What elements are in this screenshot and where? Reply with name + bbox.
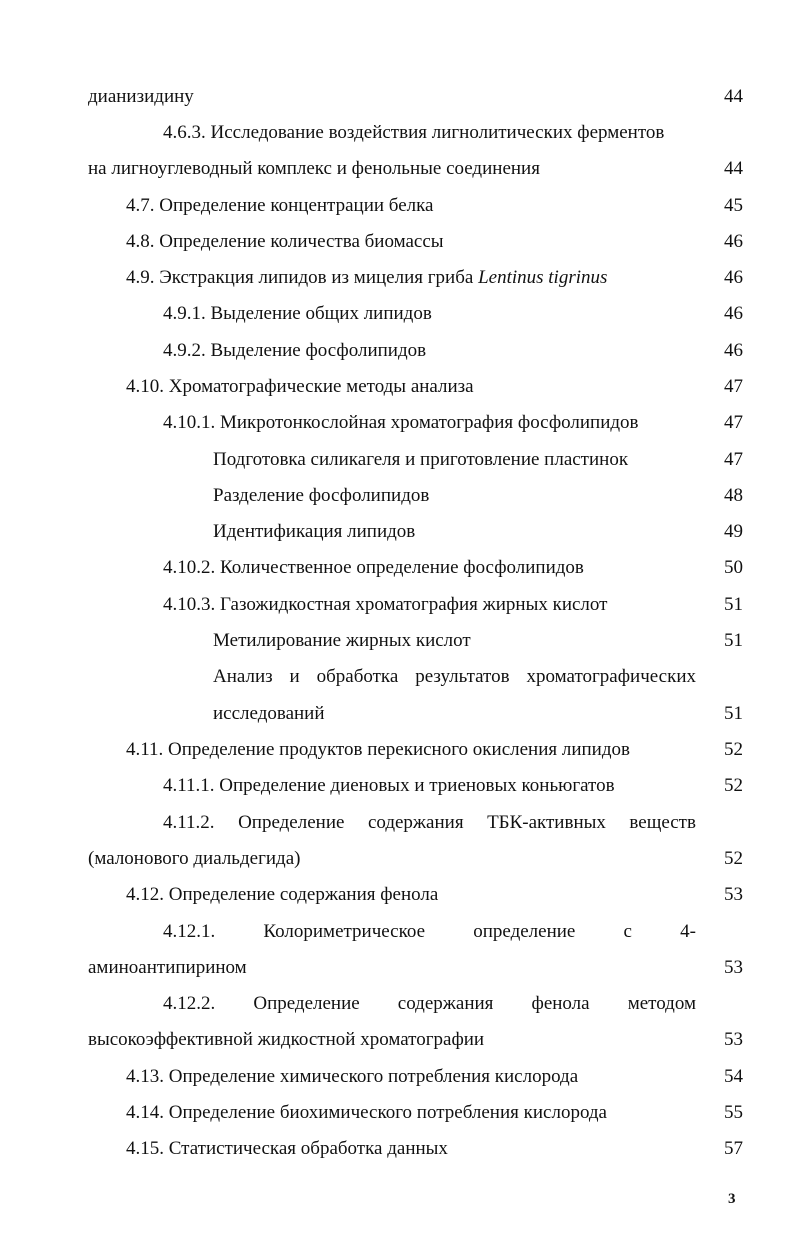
toc-word: Колориметрическое (263, 921, 426, 942)
toc-entry-text: 4.12. Определение содержания фенола (126, 884, 439, 905)
toc-entry-text: 4.14. Определение биохимического потребления кислорода (126, 1102, 607, 1123)
page-number: 3 (728, 1191, 736, 1207)
toc-entry-page: 52 (724, 739, 743, 760)
toc-entry-text: Подготовка силикагеля и приготовление пластинок (213, 449, 629, 470)
toc-entry-page: 50 (724, 557, 743, 578)
toc-entry-page: 57 (724, 1138, 743, 1159)
toc-entry-page: 47 (724, 449, 743, 470)
toc-entry-justified (213, 666, 696, 688)
toc-entry-page: 53 (724, 957, 743, 978)
toc-entry-text: Разделение фосфолипидов (213, 485, 430, 506)
toc-entry-text: 4.7. Определение концентрации белка (126, 195, 434, 216)
toc-word: содержания (397, 993, 494, 1014)
toc-word: Определение (253, 993, 360, 1014)
toc-entry-justified (163, 921, 696, 943)
toc-word: Анализ (213, 666, 273, 687)
toc-entry-text: 4.9. Экстракция липидов из мицелия гриба (126, 267, 479, 288)
toc-word: определение (473, 921, 576, 942)
toc-word: содержания (367, 812, 464, 833)
toc-entry-text: 4.13. Определение химического потребления кислорода (126, 1066, 579, 1087)
toc-entry-page: 54 (724, 1066, 743, 1087)
toc-entry-page: 47 (724, 376, 743, 397)
toc-word: веществ (629, 812, 696, 833)
toc-word: методом (627, 993, 696, 1014)
toc-word: Определение (238, 812, 345, 833)
toc-word: 4.11.2. (163, 812, 215, 833)
toc-word: 4.12.2. (163, 993, 216, 1014)
toc-entry-page: 46 (724, 267, 743, 288)
toc-entry-page: 45 (724, 195, 743, 216)
toc-entry-page: 51 (724, 594, 743, 615)
toc-entry-text: 4.9.1. Выделение общих липидов (163, 303, 432, 324)
toc-entry-text: на лигноуглеводный комплекс и фенольные соединения (88, 158, 540, 179)
toc-entry-text: 4.6.3. Исследование воздействия лигнолитических ферментов (163, 122, 665, 143)
toc-entry-text: Метилирование жирных кислот (213, 630, 471, 651)
toc-entry-text: 4.15. Статистическая обработка данных (126, 1138, 448, 1159)
toc-entry-page: 46 (724, 303, 743, 324)
species-name: Lentinus tigrinus (478, 267, 608, 288)
toc-entry-page: 53 (724, 1029, 743, 1050)
toc-entry-page: 52 (724, 848, 743, 869)
toc-entry-page: 48 (724, 485, 743, 506)
toc-word: 4.12.1. (163, 921, 216, 942)
toc-entry-justified (163, 812, 696, 834)
toc-entry-text: аминоантипирином (88, 957, 247, 978)
toc-word: ТБК-активных (487, 812, 606, 833)
toc-entry-text: исследований (213, 703, 325, 724)
toc-entry-justified (163, 993, 696, 1015)
toc-entry-page: 47 (724, 412, 743, 433)
toc-entry-page: 44 (724, 158, 743, 179)
toc-entry-text: Идентификация липидов (213, 521, 416, 542)
toc-entry-text-with-italic (126, 267, 607, 289)
toc-entry-text: 4.10.2. Количественное определение фосфолипидов (163, 557, 584, 578)
toc-word: обработка (316, 666, 399, 687)
toc-word: фенола (531, 993, 590, 1014)
toc-entry-page: 46 (724, 231, 743, 252)
toc-entry-text: 4.11. Определение продуктов перекисного окисления липидов (126, 739, 630, 760)
toc-entry-text: 4.9.2. Выделение фосфолипидов (163, 340, 427, 361)
toc-entry-page: 55 (724, 1102, 743, 1123)
toc-entry-page: 53 (724, 884, 743, 905)
toc-entry-text: 4.10. Хроматографические методы анализа (126, 376, 474, 397)
toc-entry-text: 4.10.1. Микротонкослойная хроматография фосфолипидов (163, 412, 639, 433)
toc-entry-text: (малонового диальдегида) (88, 848, 301, 869)
toc-word: 4- (680, 921, 696, 942)
toc-word: хроматографических (526, 666, 696, 687)
toc-entry-page: 51 (724, 703, 743, 724)
toc-entry-text: высокоэффективной жидкостной хроматографии (88, 1029, 485, 1050)
toc-word: и (289, 666, 300, 687)
toc-entry-text: 4.11.1. Определение диеновых и триеновых коньюгатов (163, 775, 615, 796)
toc-entry-page: 44 (724, 86, 743, 107)
toc-word: с (623, 921, 632, 942)
toc-word: результатов (415, 666, 510, 687)
toc-entry-page: 51 (724, 630, 743, 651)
toc-entry-page: 46 (724, 340, 743, 361)
toc-entry-text: дианизидину (88, 86, 194, 107)
toc-entry-text: 4.8. Определение количества биомассы (126, 231, 444, 252)
toc-entry-text: 4.10.3. Газожидкостная хроматография жирных кислот (163, 594, 608, 615)
toc-entry-page: 49 (724, 521, 743, 542)
toc-entry-page: 52 (724, 775, 743, 796)
